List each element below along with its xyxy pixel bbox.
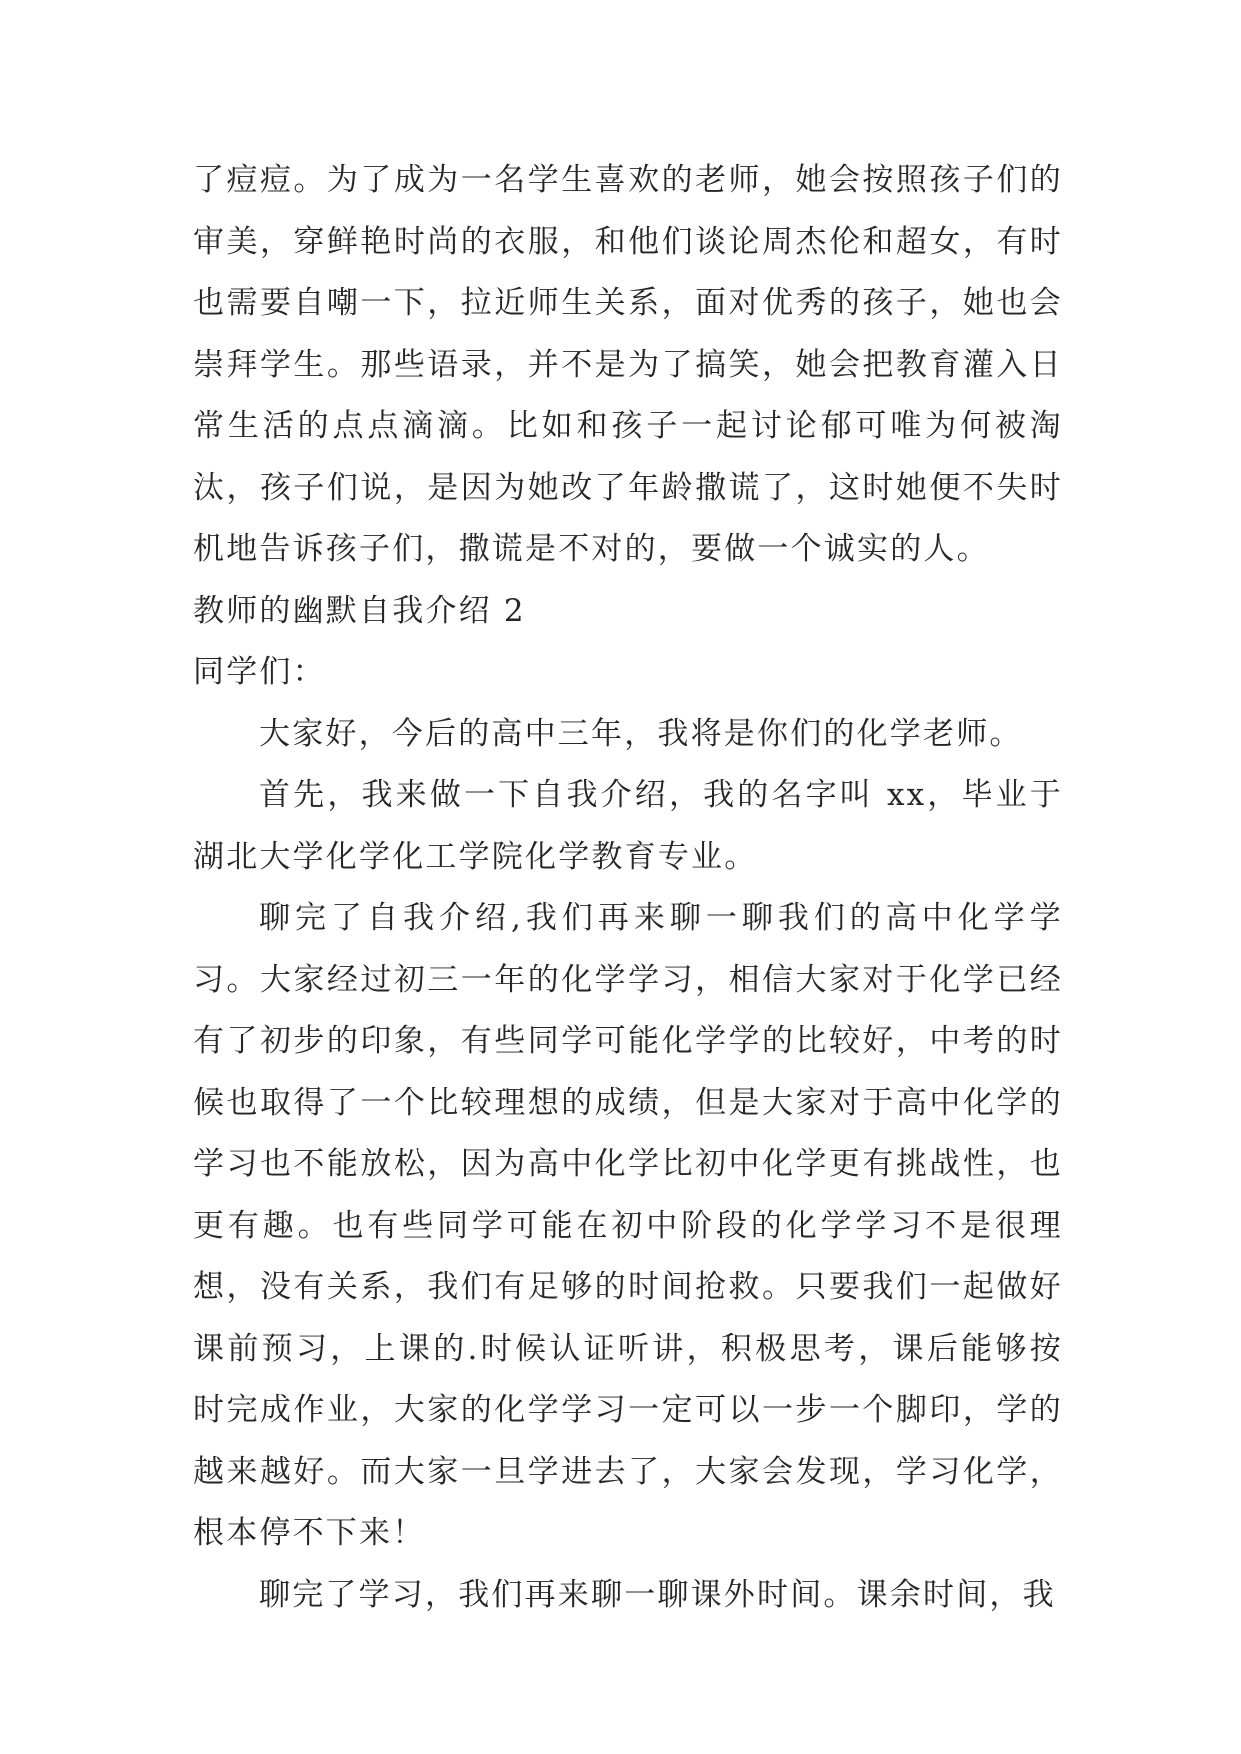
paragraph-greeting: 大家好，今后的高中三年，我将是你们的化学老师。 [259, 715, 1023, 752]
document-body [193, 150, 1063, 1626]
salutation: 同学们： [193, 654, 326, 690]
paragraph-extracurricular: 聊完了学习，我们再来聊一聊课外时间。课余时间，我 [259, 1576, 1056, 1613]
paragraph-intro-story: 了痘痘。为了成为一名学生喜欢的老师，她会按照孩子们的审美，穿鲜艳时尚的衣服，和他们谈论周杰伦和超女，有时也需要自嘲一下，拉近师生关系，面对优秀的孩子，她也会崇拜学生。那些语录，并不是为了搞笑，她会把教育灌入日常生活的点点滴滴。比如和孩子一起讨论郁可唯为何被淘汰，孩子们说，是因为她改了年龄撒谎了，这时她便不失时机地告诉孩子们，撒谎是不对的，要做一个诚实的人。 [193, 162, 1063, 567]
section-heading: 教师的幽默自我介绍 2 [193, 592, 526, 629]
paragraph-study: 聊完了自我介绍,我们再来聊一聊我们的高中化学学习。大家经过初三一年的化学学习，相信大家对于化学已经有了初步的印象，有些同学可能化学学的比较好，中考的时候也取得了一个比较理想的成绩，但是大家对于高中化学的学习也不能放松，因为高中化学比初中化学更有挑战性，也更有趣。也有些同学可能在初中阶段的化学学习不是很理想，没有关系，我们有足够的时间抢救。只要我们一起做好课前预习，上课的.时候认证听讲，积极思考，课后能够按时完成作业，大家的化学学习一定可以一步一个脚印，学的越来越好。而大家一旦学进去了，大家会发现，学习化学，根本停不下来！ [193, 900, 1063, 1551]
paragraph-self-intro: 首先，我来做一下自我介绍，我的名字叫 xx，毕业于湖北大学化学化工学院化学教育专业。 [193, 777, 1063, 875]
